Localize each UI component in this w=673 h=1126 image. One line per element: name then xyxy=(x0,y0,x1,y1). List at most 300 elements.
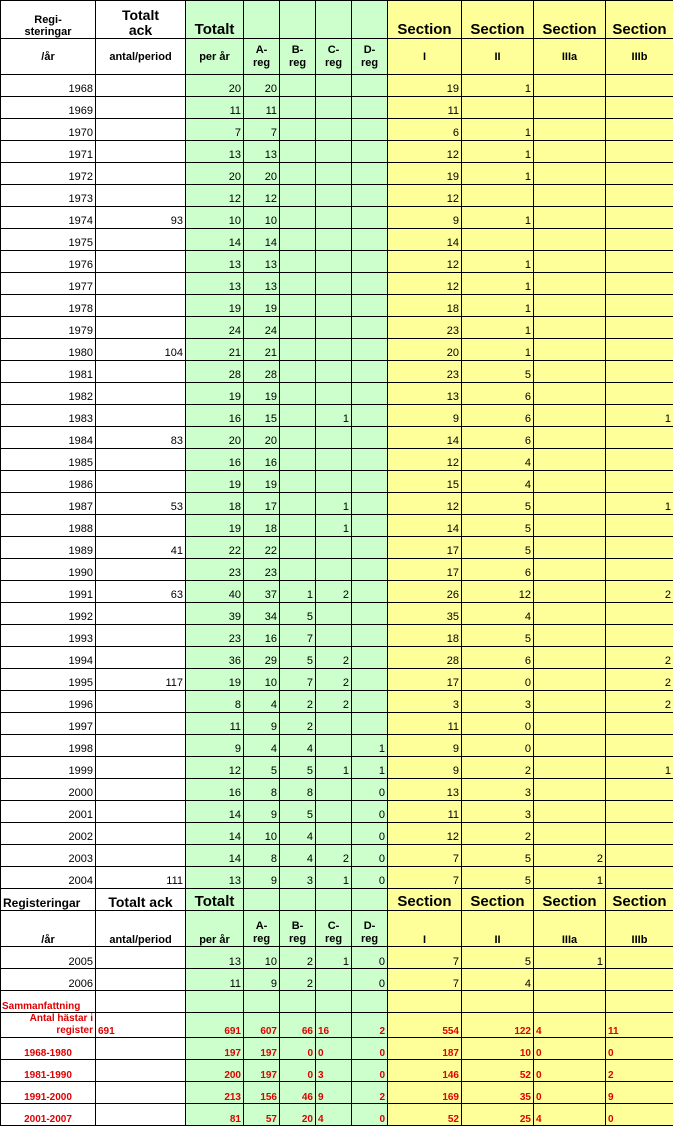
ack-cell xyxy=(96,471,186,493)
section-iiib-cell xyxy=(606,295,673,317)
section-ii-cell: 3 xyxy=(462,801,534,823)
section-i-cell: 20 xyxy=(388,339,462,361)
table-row xyxy=(1,141,673,163)
year-cell: 1984 xyxy=(1,427,96,449)
section-ii-cell: 0 xyxy=(462,713,534,735)
header-antal-period: antal/period xyxy=(96,39,186,75)
c-reg-cell xyxy=(316,383,352,405)
a-reg-cell: 11 xyxy=(244,97,280,119)
section-iiia-cell xyxy=(534,449,606,471)
period-d-reg: 0 xyxy=(352,1104,388,1126)
c-reg-cell xyxy=(316,317,352,339)
c-reg-cell xyxy=(316,823,352,845)
b-reg-cell: 4 xyxy=(280,735,316,757)
ack-cell: 83 xyxy=(96,427,186,449)
period-c-reg: 3 xyxy=(316,1060,352,1082)
b-reg-cell: 1 xyxy=(280,581,316,603)
year-cell: 1982 xyxy=(1,383,96,405)
ack-cell: 93 xyxy=(96,207,186,229)
section-iiia-cell xyxy=(534,559,606,581)
c-reg-cell: 2 xyxy=(316,581,352,603)
b-reg-cell xyxy=(280,97,316,119)
section-iiib-cell xyxy=(606,75,673,97)
section-ii-cell: 1 xyxy=(462,273,534,295)
b-reg-cell xyxy=(280,361,316,383)
year-cell: 2002 xyxy=(1,823,96,845)
table-row xyxy=(1,669,673,691)
total-cell: 14 xyxy=(186,801,244,823)
ack-cell xyxy=(96,229,186,251)
header2-section-iiia: Section xyxy=(534,889,606,911)
b-reg-cell xyxy=(280,427,316,449)
period-label: 2001-2007 xyxy=(1,1104,96,1126)
table-row xyxy=(1,947,673,969)
d-reg-cell xyxy=(352,471,388,493)
ack-cell xyxy=(96,713,186,735)
ack-cell xyxy=(96,273,186,295)
d-reg-cell xyxy=(352,449,388,471)
total-cell: 13 xyxy=(186,251,244,273)
c-reg-cell xyxy=(316,559,352,581)
summary-antal-d: 2 xyxy=(352,1013,388,1038)
d-reg-cell xyxy=(352,669,388,691)
section-iiia-cell xyxy=(534,801,606,823)
section-i-cell: 11 xyxy=(388,801,462,823)
year-cell: 1992 xyxy=(1,603,96,625)
section-iiia-cell: 2 xyxy=(534,845,606,867)
d-reg-cell xyxy=(352,427,388,449)
summary-antal-ack: 691 xyxy=(96,1013,186,1038)
section-iiia-cell xyxy=(534,625,606,647)
section-iiia-cell xyxy=(534,207,606,229)
b-reg-cell: 2 xyxy=(280,691,316,713)
year-cell: 2003 xyxy=(1,845,96,867)
header2-totalt: Totalt xyxy=(186,889,244,911)
year-cell: 1971 xyxy=(1,141,96,163)
d-reg-cell xyxy=(352,185,388,207)
b-reg-cell xyxy=(280,383,316,405)
total-cell: 20 xyxy=(186,427,244,449)
c-reg-cell xyxy=(316,427,352,449)
ack-cell xyxy=(96,559,186,581)
section-ii-cell xyxy=(462,97,534,119)
period-section-iiib: 0 xyxy=(606,1038,673,1060)
section-iiib-cell xyxy=(606,515,673,537)
section-ii-cell: 5 xyxy=(462,845,534,867)
year-cell: 1987 xyxy=(1,493,96,515)
header2-per-ar: per år xyxy=(186,911,244,947)
section-ii-cell: 6 xyxy=(462,383,534,405)
section-iiia-cell xyxy=(534,823,606,845)
total-cell: 20 xyxy=(186,163,244,185)
table-row xyxy=(1,515,673,537)
period-b-reg: 0 xyxy=(280,1038,316,1060)
period-label: 1981-1990 xyxy=(1,1060,96,1082)
c-reg-cell xyxy=(316,229,352,251)
header2-totalt-ack: Totalt ack xyxy=(96,889,186,911)
ack-cell xyxy=(96,691,186,713)
header-per-year: /år xyxy=(1,39,96,75)
year-cell: 2000 xyxy=(1,779,96,801)
year-cell: 1974 xyxy=(1,207,96,229)
ack-cell xyxy=(96,361,186,383)
year-cell: 1997 xyxy=(1,713,96,735)
header2-d-reg: D- reg xyxy=(352,911,388,947)
total-cell: 16 xyxy=(186,779,244,801)
table-row xyxy=(1,845,673,867)
section-i-cell: 12 xyxy=(388,449,462,471)
table-row xyxy=(1,757,673,779)
d-reg-cell: 0 xyxy=(352,845,388,867)
b-reg-cell: 5 xyxy=(280,757,316,779)
b-reg-cell: 5 xyxy=(280,801,316,823)
table-row xyxy=(1,559,673,581)
section-i-cell: 7 xyxy=(388,969,462,991)
section-iiia-cell xyxy=(534,317,606,339)
section-iiia-cell xyxy=(534,669,606,691)
period-total: 200 xyxy=(186,1060,244,1082)
d-reg-cell xyxy=(352,405,388,427)
header2-sec-i: I xyxy=(388,911,462,947)
section-i-cell: 12 xyxy=(388,823,462,845)
period-section-iiia: 0 xyxy=(534,1060,606,1082)
summary-antal-a: 607 xyxy=(244,1013,280,1038)
year-cell: 2006 xyxy=(1,969,96,991)
b-reg-cell xyxy=(280,273,316,295)
section-iiib-cell xyxy=(606,229,673,251)
total-cell: 21 xyxy=(186,339,244,361)
period-section-iiib: 0 xyxy=(606,1104,673,1126)
d-reg-cell xyxy=(352,273,388,295)
section-ii-cell: 4 xyxy=(462,969,534,991)
table-row xyxy=(1,691,673,713)
a-reg-cell: 9 xyxy=(244,713,280,735)
header2-registeringar: Registeringar xyxy=(1,889,96,911)
total-cell: 14 xyxy=(186,229,244,251)
table-row xyxy=(1,339,673,361)
a-reg-cell: 29 xyxy=(244,647,280,669)
section-iiia-cell xyxy=(534,515,606,537)
table-row xyxy=(1,493,673,515)
section-ii-cell: 1 xyxy=(462,141,534,163)
period-section-ii: 25 xyxy=(462,1104,534,1126)
c-reg-cell xyxy=(316,295,352,317)
a-reg-cell: 19 xyxy=(244,383,280,405)
table-row xyxy=(1,735,673,757)
total-cell: 7 xyxy=(186,119,244,141)
d-reg-cell: 0 xyxy=(352,947,388,969)
total-cell: 19 xyxy=(186,515,244,537)
table-row xyxy=(1,969,673,991)
table-row xyxy=(1,867,673,889)
section-iiia-cell xyxy=(534,229,606,251)
ack-cell: 104 xyxy=(96,339,186,361)
period-section-iiia: 0 xyxy=(534,1082,606,1104)
table-row xyxy=(1,581,673,603)
d-reg-cell xyxy=(352,713,388,735)
section-iiib-cell: 1 xyxy=(606,405,673,427)
period-section-i: 169 xyxy=(388,1082,462,1104)
d-reg-cell xyxy=(352,97,388,119)
total-cell: 23 xyxy=(186,625,244,647)
section-i-cell: 19 xyxy=(388,75,462,97)
a-reg-cell: 5 xyxy=(244,757,280,779)
year-cell: 1979 xyxy=(1,317,96,339)
section-iiib-cell: 2 xyxy=(606,669,673,691)
year-cell: 1988 xyxy=(1,515,96,537)
a-reg-cell: 21 xyxy=(244,339,280,361)
a-reg-cell: 37 xyxy=(244,581,280,603)
d-reg-cell xyxy=(352,383,388,405)
table-row xyxy=(1,603,673,625)
year-cell: 1969 xyxy=(1,97,96,119)
a-reg-cell: 7 xyxy=(244,119,280,141)
b-reg-cell xyxy=(280,515,316,537)
a-reg-cell: 10 xyxy=(244,823,280,845)
d-reg-cell: 1 xyxy=(352,735,388,757)
summary-antal-b: 66 xyxy=(280,1013,316,1038)
table-row xyxy=(1,97,673,119)
section-ii-cell: 1 xyxy=(462,163,534,185)
period-d-reg: 2 xyxy=(352,1082,388,1104)
header-b-reg: B- reg xyxy=(280,39,316,75)
a-reg-cell: 20 xyxy=(244,75,280,97)
period-total: 197 xyxy=(186,1038,244,1060)
a-reg-cell: 23 xyxy=(244,559,280,581)
section-iiia-cell xyxy=(534,251,606,273)
ack-cell xyxy=(96,735,186,757)
total-cell: 36 xyxy=(186,647,244,669)
c-reg-cell xyxy=(316,713,352,735)
c-reg-cell: 1 xyxy=(316,515,352,537)
section-ii-cell: 2 xyxy=(462,823,534,845)
d-reg-cell xyxy=(352,119,388,141)
year-cell: 1977 xyxy=(1,273,96,295)
d-reg-cell xyxy=(352,603,388,625)
total-cell: 28 xyxy=(186,361,244,383)
header-section-iiia: Section xyxy=(534,1,606,39)
total-cell: 10 xyxy=(186,207,244,229)
total-cell: 11 xyxy=(186,713,244,735)
section-i-cell: 23 xyxy=(388,361,462,383)
b-reg-cell xyxy=(280,295,316,317)
table-row xyxy=(1,449,673,471)
header-c-reg: C- reg xyxy=(316,39,352,75)
c-reg-cell: 1 xyxy=(316,947,352,969)
b-reg-cell xyxy=(280,471,316,493)
table-row xyxy=(1,471,673,493)
year-cell: 1980 xyxy=(1,339,96,361)
section-i-cell: 13 xyxy=(388,383,462,405)
section-ii-cell: 6 xyxy=(462,427,534,449)
section-ii-cell: 4 xyxy=(462,449,534,471)
year-cell: 1990 xyxy=(1,559,96,581)
period-label: 1991-2000 xyxy=(1,1082,96,1104)
b-reg-cell: 2 xyxy=(280,969,316,991)
section-ii-cell: 0 xyxy=(462,669,534,691)
section-ii-cell: 5 xyxy=(462,493,534,515)
year-cell: 1976 xyxy=(1,251,96,273)
ack-cell xyxy=(96,757,186,779)
d-reg-cell xyxy=(352,207,388,229)
c-reg-cell xyxy=(316,273,352,295)
section-i-cell: 9 xyxy=(388,405,462,427)
ack-cell xyxy=(96,251,186,273)
c-reg-cell: 2 xyxy=(316,647,352,669)
period-a-reg: 57 xyxy=(244,1104,280,1126)
d-reg-cell xyxy=(352,537,388,559)
a-reg-cell: 10 xyxy=(244,947,280,969)
section-iiia-cell xyxy=(534,405,606,427)
header-row-top xyxy=(1,1,673,39)
ack-cell: 41 xyxy=(96,537,186,559)
c-reg-cell xyxy=(316,969,352,991)
period-a-reg: 156 xyxy=(244,1082,280,1104)
ack-cell: 111 xyxy=(96,867,186,889)
total-cell: 18 xyxy=(186,493,244,515)
a-reg-cell: 13 xyxy=(244,251,280,273)
total-cell: 12 xyxy=(186,757,244,779)
year-cell: 1975 xyxy=(1,229,96,251)
section-iiib-cell xyxy=(606,779,673,801)
a-reg-cell: 9 xyxy=(244,969,280,991)
header-totalt-ack: Totalt ack xyxy=(96,1,186,39)
section-iiib-cell xyxy=(606,801,673,823)
header-d-reg: D- reg xyxy=(352,39,388,75)
section-iiib-cell: 1 xyxy=(606,757,673,779)
total-cell: 23 xyxy=(186,559,244,581)
d-reg-cell xyxy=(352,317,388,339)
section-iiia-cell xyxy=(534,647,606,669)
total-cell: 13 xyxy=(186,947,244,969)
total-cell: 12 xyxy=(186,185,244,207)
ack-cell xyxy=(96,647,186,669)
c-reg-cell xyxy=(316,779,352,801)
section-i-cell: 18 xyxy=(388,625,462,647)
section-i-cell: 9 xyxy=(388,757,462,779)
table-row xyxy=(1,801,673,823)
summary-antal-tot: 691 xyxy=(186,1013,244,1038)
period-total: 213 xyxy=(186,1082,244,1104)
section-iiib-cell xyxy=(606,845,673,867)
d-reg-cell: 0 xyxy=(352,969,388,991)
total-cell: 19 xyxy=(186,295,244,317)
section-iiib-cell xyxy=(606,867,673,889)
period-section-iiib: 2 xyxy=(606,1060,673,1082)
section-i-cell: 12 xyxy=(388,273,462,295)
d-reg-cell: 0 xyxy=(352,823,388,845)
section-i-cell: 26 xyxy=(388,581,462,603)
year-cell: 1968 xyxy=(1,75,96,97)
c-reg-cell xyxy=(316,163,352,185)
year-cell: 1972 xyxy=(1,163,96,185)
section-iiia-cell xyxy=(534,603,606,625)
table-row xyxy=(1,713,673,735)
ack-cell xyxy=(96,317,186,339)
section-iiia-cell xyxy=(534,779,606,801)
header2-per-year: /år xyxy=(1,911,96,947)
section-iiia-cell xyxy=(534,537,606,559)
year-cell: 1991 xyxy=(1,581,96,603)
total-cell: 9 xyxy=(186,735,244,757)
year-cell: 2004 xyxy=(1,867,96,889)
c-reg-cell xyxy=(316,97,352,119)
period-section-ii: 10 xyxy=(462,1038,534,1060)
year-cell: 1983 xyxy=(1,405,96,427)
a-reg-cell: 19 xyxy=(244,295,280,317)
year-cell: 1985 xyxy=(1,449,96,471)
section-iiia-cell xyxy=(534,757,606,779)
ack-cell xyxy=(96,625,186,647)
b-reg-cell: 7 xyxy=(280,625,316,647)
b-reg-cell xyxy=(280,163,316,185)
a-reg-cell: 18 xyxy=(244,515,280,537)
year-cell: 1986 xyxy=(1,471,96,493)
summary-period-row xyxy=(1,1104,673,1126)
c-reg-cell: 2 xyxy=(316,691,352,713)
period-section-i: 52 xyxy=(388,1104,462,1126)
year-cell: 1989 xyxy=(1,537,96,559)
section-ii-cell: 12 xyxy=(462,581,534,603)
a-reg-cell: 34 xyxy=(244,603,280,625)
table-row xyxy=(1,251,673,273)
b-reg-cell xyxy=(280,537,316,559)
c-reg-cell xyxy=(316,449,352,471)
section-ii-cell xyxy=(462,185,534,207)
table-row xyxy=(1,823,673,845)
ack-cell: 63 xyxy=(96,581,186,603)
section-ii-cell: 3 xyxy=(462,779,534,801)
a-reg-cell: 9 xyxy=(244,867,280,889)
b-reg-cell xyxy=(280,229,316,251)
table-row xyxy=(1,779,673,801)
year-cell: 1999 xyxy=(1,757,96,779)
c-reg-cell xyxy=(316,75,352,97)
header-section-ii: Section xyxy=(462,1,534,39)
c-reg-cell xyxy=(316,471,352,493)
period-section-iiia: 0 xyxy=(534,1038,606,1060)
section-i-cell: 9 xyxy=(388,207,462,229)
section-i-cell: 18 xyxy=(388,295,462,317)
section-iiia-cell xyxy=(534,295,606,317)
section-iiib-cell xyxy=(606,449,673,471)
section-iiib-cell: 1 xyxy=(606,493,673,515)
a-reg-cell: 28 xyxy=(244,361,280,383)
b-reg-cell: 2 xyxy=(280,713,316,735)
ack-cell xyxy=(96,845,186,867)
year-cell: 1993 xyxy=(1,625,96,647)
section-iiia-cell xyxy=(534,339,606,361)
summary-period-row xyxy=(1,1038,673,1060)
section-iiia-cell xyxy=(534,119,606,141)
section-iiib-cell xyxy=(606,119,673,141)
section-i-cell: 12 xyxy=(388,141,462,163)
a-reg-cell: 16 xyxy=(244,625,280,647)
total-cell: 11 xyxy=(186,969,244,991)
section-ii-cell: 3 xyxy=(462,691,534,713)
b-reg-cell xyxy=(280,207,316,229)
d-reg-cell xyxy=(352,163,388,185)
section-iiia-cell xyxy=(534,361,606,383)
year-cell: 1998 xyxy=(1,735,96,757)
section-ii-cell xyxy=(462,229,534,251)
period-d-reg: 0 xyxy=(352,1060,388,1082)
section-iiib-cell xyxy=(606,273,673,295)
d-reg-cell xyxy=(352,339,388,361)
section-ii-cell: 5 xyxy=(462,537,534,559)
ack-cell: 117 xyxy=(96,669,186,691)
section-iiib-cell xyxy=(606,969,673,991)
